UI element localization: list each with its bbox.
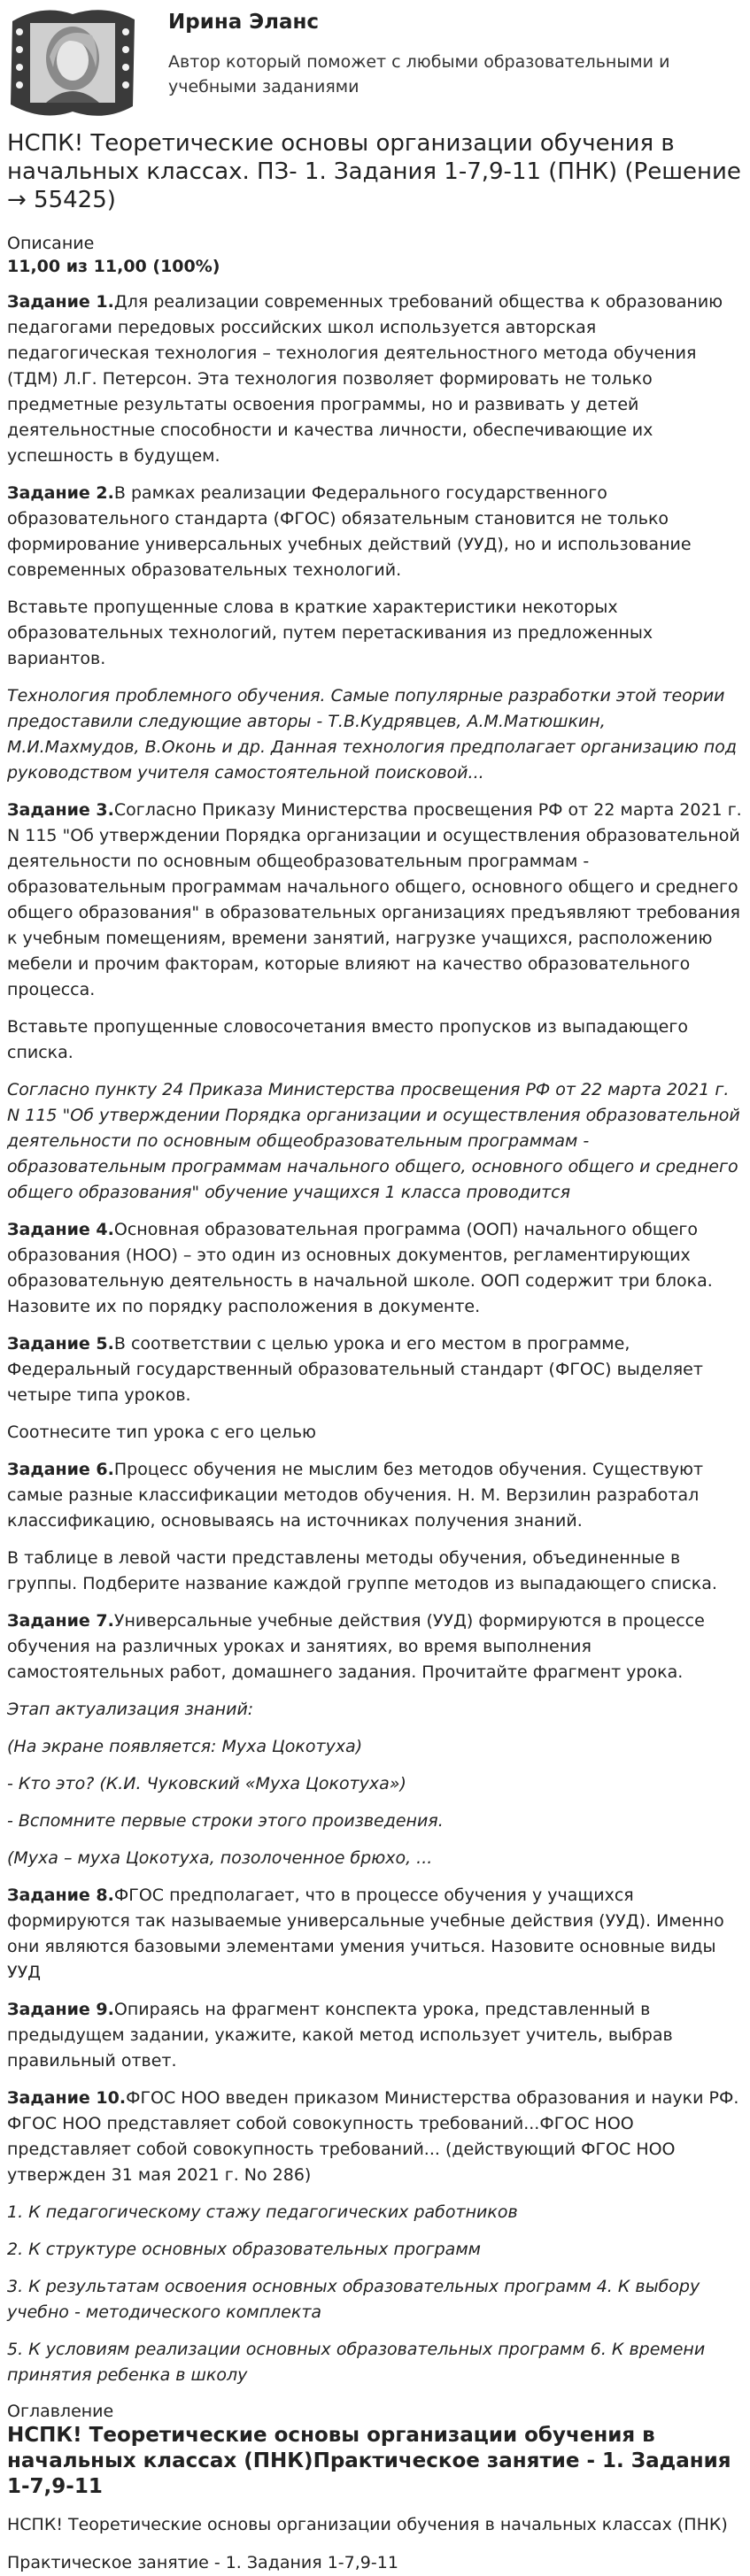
toc-item[interactable]: Практическое занятие - 1. Задания 1-7,9-11 bbox=[7, 2553, 398, 2572]
task-paragraph bbox=[7, 1546, 743, 1597]
task-text: Согласно пункту 24 Приказа Министерства просвещения РФ от 22 марта 2021 г. N 115 "Об утверждении Порядка организации и осуществления образовательной деятельности по основным общеобразовательным программам - образовательным программам начального общего, основного общего и среднего общего образования" обучение учащихся 1 класса проводится bbox=[7, 1080, 740, 1202]
author-name[interactable]: Ирина Эланс bbox=[168, 11, 320, 34]
task-paragraph bbox=[7, 1883, 743, 1986]
author-block bbox=[7, 0, 743, 126]
task-number: Задание 4. bbox=[7, 1220, 114, 1239]
author-avatar[interactable] bbox=[7, 5, 138, 120]
task-number: Задание 5. bbox=[7, 1334, 114, 1354]
task-text: Процесс обучения не мыслим без методов обучения. Существуют самые разные классификации методов обучения. Н. М. Верзилин разработал классификацию, основываясь на источниках получения знаний. bbox=[7, 1460, 704, 1531]
task-paragraph bbox=[7, 2086, 743, 2188]
task-number: Задание 10. bbox=[7, 2088, 127, 2108]
description-label: Описание bbox=[7, 234, 95, 253]
task-text: Согласно Приказу Министерства просвещения РФ от 22 марта 2021 г. N 115 "Об утверждении Порядка организации и осуществления образовательной деятельности по основным общеобразовательным программам - образовательным программам начального общего, основного общего и среднего общего образования" в образовательных организациях предъявляют требования к учебным помещениям, времени занятий, нагрузке учащихся, расположению мебели и прочим факторам, которые влияют на качество образовательного процесса. bbox=[7, 800, 742, 999]
task-text: - Вспомните первые строки этого произведения. bbox=[7, 1811, 444, 1831]
task-text: Технология проблемного обучения. Самые популярные разработки этой теории предоставили следующие авторы - Т.В.Кудрявцев, А.М.Матюшкин, М.И.Махмудов, В.Оконь и др. Данная технология предполагает организацию под руководством учителя самостоятельной поисковой... bbox=[7, 686, 737, 783]
task-paragraph bbox=[7, 1420, 743, 1446]
task-number: Задание 9. bbox=[7, 2000, 114, 2019]
task-paragraph bbox=[7, 289, 743, 469]
task-text: 3. К результатам освоения основных образовательных программ 4. К выбору учебно - методического комплекта bbox=[7, 2277, 700, 2322]
task-number: Задание 8. bbox=[7, 1886, 114, 1905]
task-text: В рамках реализации Федерального государственного образовательного стандарта (ФГОС) обязательным становится не только формирование универсальных учебных действий (УУД), но и использование современных образовательных технологий. bbox=[7, 483, 692, 580]
task-text: В соответствии с целью урока и его местом в программе, Федеральный государственный образовательный стандарт (ФГОС) выделяет четыре типа уроков. bbox=[7, 1334, 703, 1405]
task-paragraph bbox=[7, 683, 743, 786]
task-text: 2. К структуре основных образовательных программ bbox=[7, 2240, 481, 2259]
task-text: Этап актуализация знаний: bbox=[7, 1700, 254, 1719]
task-paragraph bbox=[7, 798, 743, 1003]
task-number: Задание 2. bbox=[7, 483, 114, 503]
task-paragraph bbox=[7, 1809, 743, 1834]
task-paragraph bbox=[7, 1846, 743, 1871]
task-paragraph bbox=[7, 1771, 743, 1797]
task-paragraph bbox=[7, 1697, 743, 1723]
task-text: Опираясь на фрагмент конспекта урока, представленный в предыдущем задании, укажите, какой метод использует учитель, выбрав правильный ответ. bbox=[7, 2000, 673, 2071]
task-paragraph bbox=[7, 1734, 743, 1760]
task-text: ФГОС НОО введен приказом Министерства образования и науки РФ. ФГОС НОО представляет собой совокупность требований...ФГОС НОО представляет собой совокупность требований... (действующий ФГОС НОО утвержден 31 мая 2021 г. No 286) bbox=[7, 2088, 739, 2185]
task-paragraph bbox=[7, 1014, 743, 1066]
author-description: Автор который поможет с любыми образовательными и учебными заданиями bbox=[168, 52, 670, 96]
task-paragraph bbox=[7, 1331, 743, 1408]
task-number: Задание 3. bbox=[7, 800, 114, 820]
task-text: (На экране появляется: Муха Цокотуха) bbox=[7, 1737, 363, 1756]
toc-label: Оглавление bbox=[7, 2402, 114, 2421]
task-text: В таблице в левой части представлены методы обучения, объединенные в группы. Подберите название каждой группе методов из выпадающего списка. bbox=[7, 1548, 717, 1593]
score: 11,00 из 11,00 (100%) bbox=[7, 257, 220, 276]
task-text: ФГОС предполагает, что в процессе обучения у учащихся формируются так называемые универсальные учебные действия (УУД). Именно они являются базовыми элементами умения учиться. Назовите основные виды УУД bbox=[7, 1886, 724, 1982]
task-text: Для реализации современных требований общества к образованию педагогами передовых российских школ используется авторская педагогическая технология – технология деятельностного метода обучения (ТДМ) Л.Г. Петерсон. Эта технология позволяет формировать не только предметные результаты освоения программы, но и развивать у детей деятельностные способности и качества личности, обеспечивающие их успешность в будущем. bbox=[7, 292, 723, 466]
task-paragraph bbox=[7, 1077, 743, 1206]
task-text: (Муха – муха Цокотуха, позолоченное брюхо, ... bbox=[7, 1848, 433, 1868]
task-text: Соотнесите тип урока с его целью bbox=[7, 1423, 317, 1442]
task-number: Задание 1. bbox=[7, 292, 114, 312]
task-text: - Кто это? (К.И. Чуковский «Муха Цокотуха») bbox=[7, 1774, 406, 1793]
task-paragraph bbox=[7, 2200, 743, 2225]
task-text: Вставьте пропущенные слова в краткие характеристики некоторых образовательных технологий, путем перетаскивания из предложенных вариантов. bbox=[7, 598, 653, 668]
task-paragraph bbox=[7, 1217, 743, 1320]
page-title: НСПК! Теоретические основы организации обучения в начальных классах. ПЗ- 1. Задания 1-7,9-11 (ПНК) (Решение → 55425) bbox=[7, 130, 741, 213]
task-paragraph bbox=[7, 2237, 743, 2263]
task-number: Задание 6. bbox=[7, 1460, 114, 1479]
task-list bbox=[7, 289, 743, 2388]
task-text: 1. К педагогическому стажу педагогических работников bbox=[7, 2202, 518, 2222]
task-paragraph bbox=[7, 1997, 743, 2074]
task-text: Универсальные учебные действия (УУД) формируются в процессе обучения на различных уроках и занятиях, во время выполнения самостоятельных работ, домашнего задания. Прочитайте фрагмент урока. bbox=[7, 1611, 705, 1682]
task-paragraph bbox=[7, 1457, 743, 1534]
toc-item[interactable]: НСПК! Теоретические основы организации обучения в начальных классах (ПНК) bbox=[7, 2515, 728, 2534]
task-paragraph bbox=[7, 2274, 743, 2325]
task-paragraph bbox=[7, 481, 743, 583]
toc-title: НСПК! Теоретические основы организации обучения в начальных классах (ПНК)Практическое занятие - 1. Задания 1-7,9-11 bbox=[7, 2424, 731, 2498]
task-text: Основная образовательная программа (ООП) начального общего образования (НОО) – это один из основных документов, регламентирующих образовательную деятельность в начальной школе. ООП содержит три блока. Назовите их по порядку расположения в документе. bbox=[7, 1220, 713, 1316]
task-paragraph bbox=[7, 595, 743, 672]
task-text: Вставьте пропущенные словосочетания вместо пропусков из выпадающего списка. bbox=[7, 1017, 688, 1062]
task-text: 5. К условиям реализации основных образовательных программ 6. К времени принятия ребенка в школу bbox=[7, 2340, 706, 2385]
task-paragraph bbox=[7, 1608, 743, 1685]
task-paragraph bbox=[7, 2337, 743, 2388]
task-number: Задание 7. bbox=[7, 1611, 114, 1631]
